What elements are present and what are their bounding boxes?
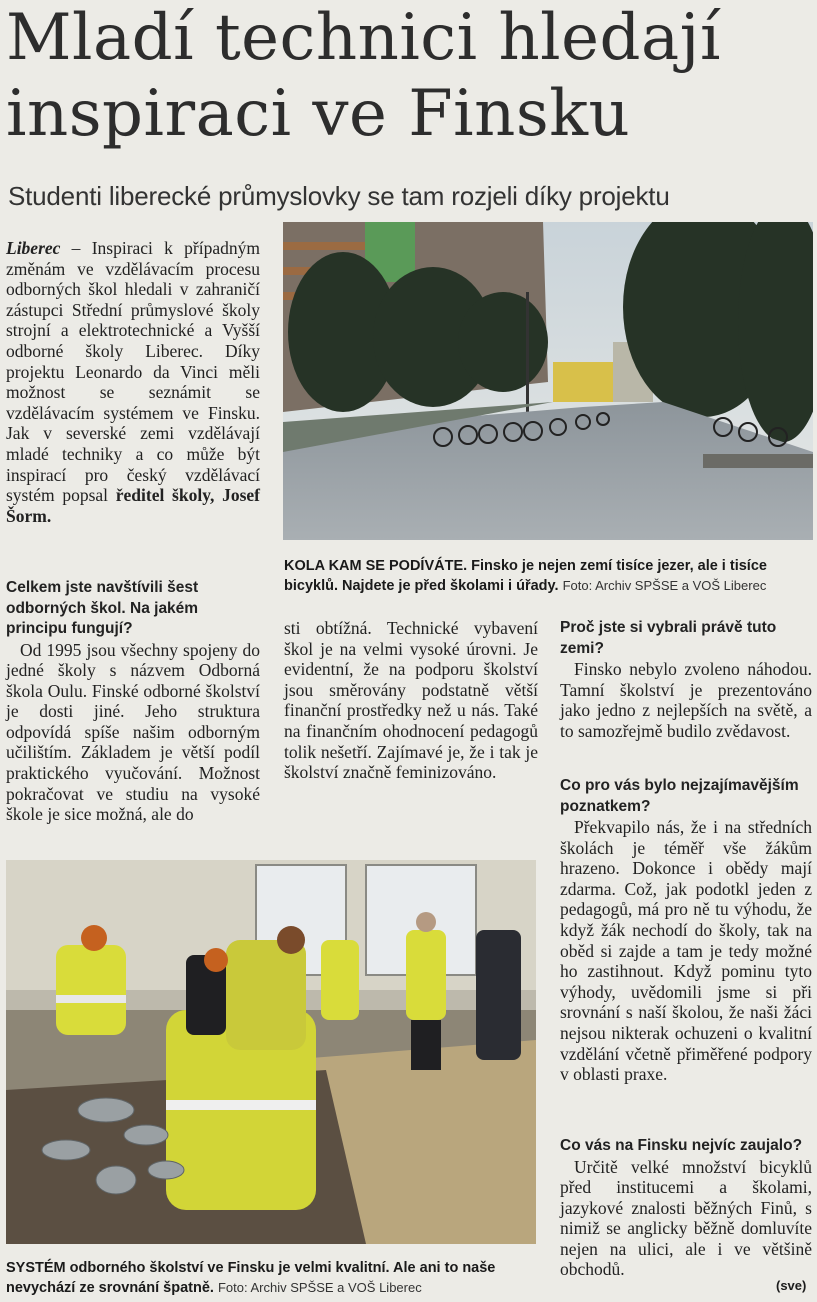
answer-1-part-2: sti obtížná. Technické vybavení škol je na velmi vysoké úrovni. Je evidentní, že na podporu školství jsou směrovány podstatně větší finanční prostředky než u nás. Také na finančním ohodnocení pedagogů tolik nešetří. Zajímavé je, že i tak je školství značně feminizováno. xyxy=(284,618,538,783)
workshop-photo-caption xyxy=(6,1258,538,1298)
dateline: Liberec xyxy=(6,238,61,258)
subheadline: Studenti liberecké průmyslovky se tam rozjeli díky projektu xyxy=(8,181,670,211)
headline-line-2: inspiraci ve Finsku xyxy=(6,77,631,151)
question-3-block xyxy=(560,776,812,1085)
answer-1-part-1: Od 1995 jsou všechny spojeny do jedné školy s názvem Odborná škola Oulu. Finské odborné školství je dosti jiné. Jeho struktura odpovídá spíše našim odborným učilištím. Základem je větší podíl praktického vyučování. Možnost pokračovat ve studiu na vysoké škole je sice možná, ale do xyxy=(6,639,260,825)
question-2-block xyxy=(560,618,812,741)
bicycles-photo xyxy=(283,222,813,540)
headline xyxy=(6,0,806,152)
caption-text: SYSTÉM odborného školství ve Finsku je velmi kvalitní. Ale ani to naše nevychází ze srovnání špatně. xyxy=(6,1260,496,1296)
lead-paragraph xyxy=(6,238,260,526)
workshop-photo xyxy=(6,860,536,1244)
workshop-photo-illustration xyxy=(6,860,536,1244)
lead-text: – Inspiraci k případným změnám ve vzdělávacím procesu odborných škol hledali v zahraničí zástupci Střední průmyslové školy strojní a elektrotechnické a Vyšší odborné školy Liberec. Díky projektu Leonardo da Vinci měli možnost se seznámit se vzdělávacím systémem ve Finsku. Jak v severské zemi vzdělávají mladé techniky a co může být inspirací pro český vzdělávací systém popsal xyxy=(6,238,260,506)
bicycles-photo-illustration xyxy=(283,222,813,540)
question-4: Co vás na Finsku nejvíc zaujalo? xyxy=(560,1137,803,1154)
caption-text: KOLA KAM SE PODÍVÁTE. Finsko je nejen zemí tisíce jezer, ale i tisíce bicyklů. Najdete je před školami i úřady. xyxy=(284,558,767,594)
question-2: Proč jste si vybrali právě tuto zemi? xyxy=(560,619,777,657)
photo-credit: Foto: Archiv SPŠSE a VOŠ Liberec xyxy=(562,578,767,593)
question-1: Celkem jste navštívili šest odborných škol. Na jakém principu fungují? xyxy=(6,579,199,637)
answer-2: Finsko nebylo zvoleno náhodou. Tamní školství je prezentováno jako jedno z nejlepších na světě, a to samozřejmě budilo zvědavost. xyxy=(560,659,812,741)
author-signature: (sve) xyxy=(776,1278,807,1293)
answer-4: Určitě velké množství bicyklů před institucemi a školami, jazykové znalosti běžných Finů, s nimiž se anglicky běžně domluvíte nejen na ulici, ale i ve většině obchodů. xyxy=(560,1156,812,1280)
question-1-block xyxy=(6,578,260,825)
question-3: Co pro vás bylo nejzajímavějším poznatkem? xyxy=(560,777,799,815)
photo-credit: Foto: Archiv SPŠSE a VOŠ Liberec xyxy=(217,1280,422,1295)
question-4-block xyxy=(560,1136,812,1280)
headline-line-1: Mladí technici hledají xyxy=(6,1,721,75)
bicycles-photo-caption xyxy=(284,556,812,596)
answer-3: Překvapilo nás, že i na středních školách je téměř vše žákům hrazeno. Dokonce i obědy mají zdarma. Což, jak podotkl jeden z pedagogů, má pro ně tu výhodu, že když žák nechodí do školy, tak na oběd si zajde a tam je tedy možné ho zastihnout. Když pominu tyto výhody, uvědomili jsme si při srovnání s naší školou, že naši žáci nejsou nikterak ochuzeni o kvalitní vzdělání včetně přiměřené podpory v oblasti praxe. xyxy=(560,817,812,1085)
interviewee: ředitel školy, Josef Šorm. xyxy=(6,485,260,526)
